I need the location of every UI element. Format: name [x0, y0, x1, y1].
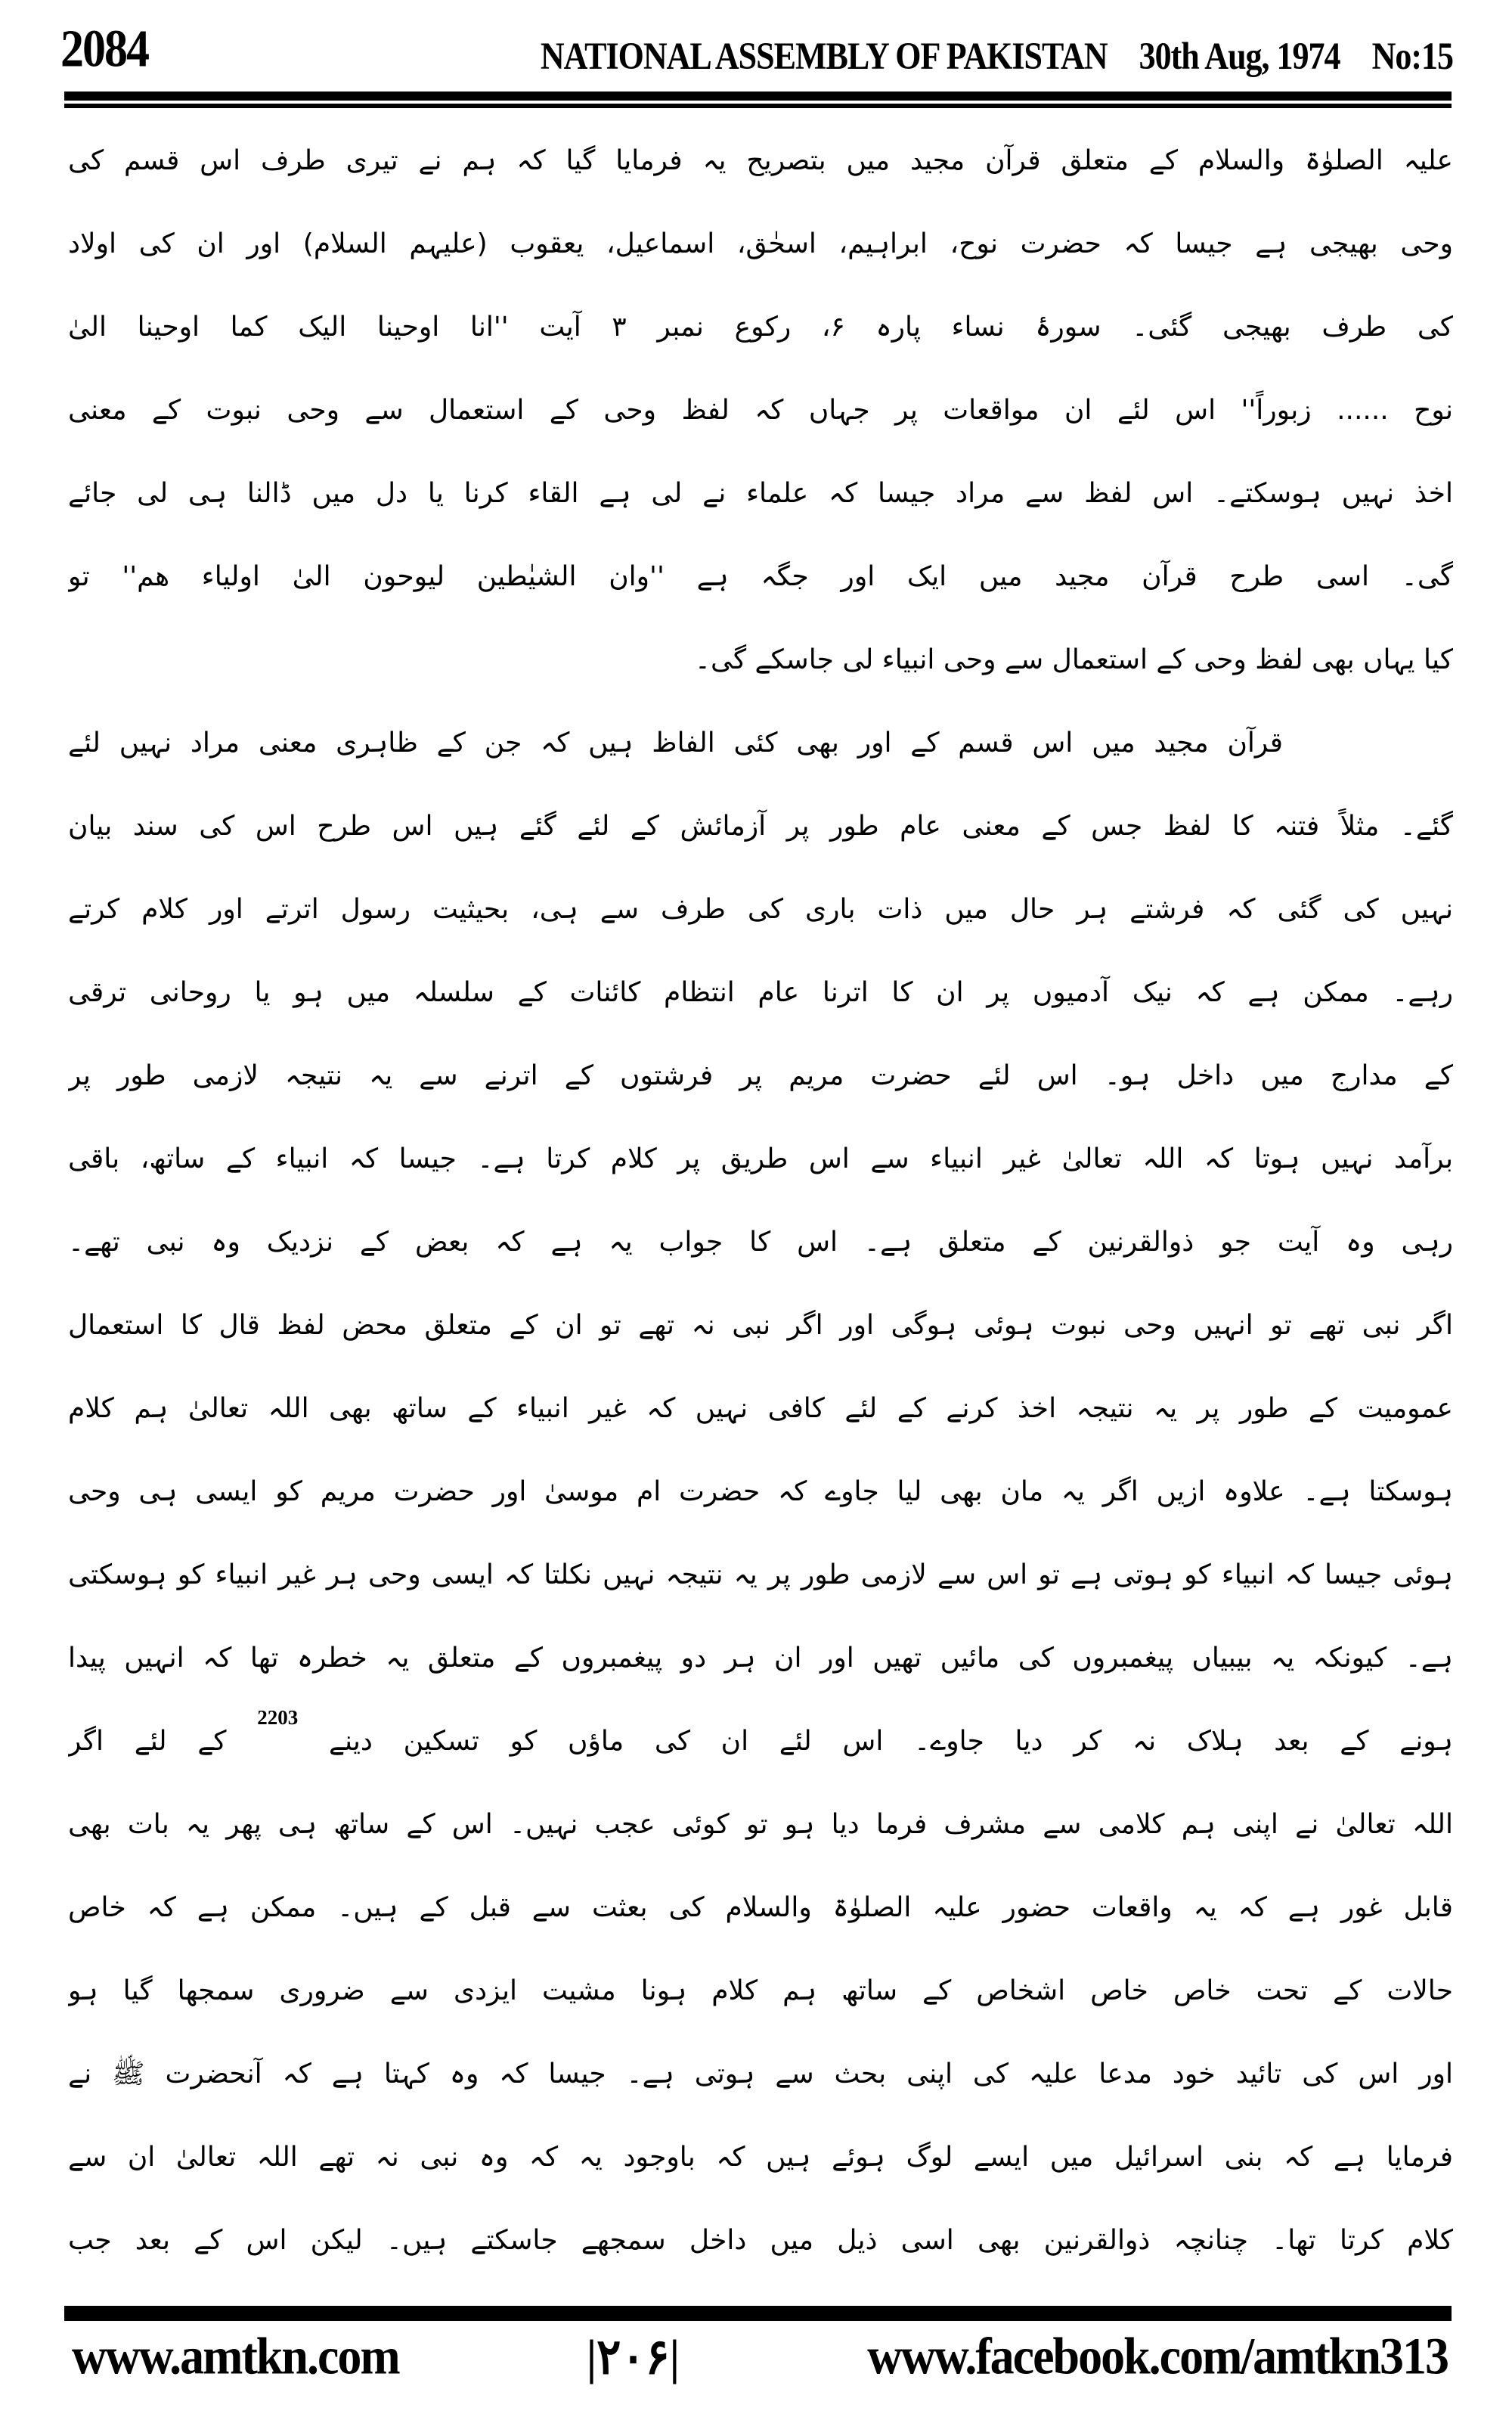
- text-line: نوح ...... زبوراً'' اس لئے ان مواقعات پر جہاں کہ لفظ وحی کے استعمال سے وحی نبوت کے معنی: [68, 395, 1453, 426]
- text-line: کی طرف بھیجی گئی۔ سورۂ نساء پارہ ۶، رکوع نمبر ۳ آیت ''انا اوحینا الیک کما اوحینا الیٰ: [68, 312, 1453, 343]
- page-header: [60, 0, 1453, 79]
- urdu-text-body: [68, 119, 1453, 2282]
- header-date: 30th Aug, 1974: [1139, 34, 1340, 78]
- text-line: برآمد نہیں ہوتا کہ اللہ تعالیٰ غیر انبیاء سے اس طریق پر کلام کرتا ہے۔ جیسا کہ انبیاء کے ساتھ، باقی: [68, 1143, 1453, 1174]
- text-line: علیہ الصلوٰۃ والسلام کے متعلق قرآن مجید میں بتصریح یہ فرمایا گیا کہ ہم نے تیری طرف اس قسم کی: [68, 145, 1453, 176]
- text-line: رہے۔ ممکن ہے کہ نیک آدمیوں پر ان کا اترنا عام انتظام کائنات کے سلسلہ میں ہو یا روحانی ترقی: [68, 977, 1453, 1008]
- text-line: اگر نبی تھے تو انہیں وحی نبوت ہوئی ہوگی اور اگر نبی نہ تھے تو ان کے متعلق محض لفظ قال کا استعمال: [68, 1310, 1453, 1341]
- header-issue-number: No:15: [1371, 34, 1453, 78]
- text-line-paragraph-end: کیا یہاں بھی لفظ وحی کے استعمال سے وحی انبیاء لی جاسکے گی۔: [694, 644, 1453, 675]
- text-line-paragraph-start: قرآن مجید میں اس قسم کے اور بھی کئی الفاظ ہیں کہ جن کے ظاہری معنی مراد نہیں لئے: [68, 728, 1283, 759]
- text-line: قابل غور ہے کہ یہ واقعات حضور علیہ الصلوٰۃ والسلام کی بعثت سے قبل کے ہیں۔ ممکن ہے کہ خاص: [68, 1892, 1453, 1923]
- website-url: www.amtkn.com: [72, 2326, 399, 2385]
- text-line: گئے۔ مثلاً فتنہ کا لفظ جس کے معنی عام طور پر آزمائش کے لئے گئے ہیں اس طرح اس کی سند بیان: [68, 811, 1453, 842]
- text-line: کلام کرتا تھا۔ چنانچہ ذوالقرنین بھی اسی ذیل میں داخل سمجھے جاسکتے ہیں۔ لیکن اس کے بعد جب: [68, 2225, 1453, 2256]
- text-line: رہی وہ آیت جو ذوالقرنین کے متعلق ہے۔ اس کا جواب یہ ہے کہ بعض کے نزدیک وہ نبی تھے۔: [68, 1227, 1453, 1258]
- header-rule-thick: [64, 92, 1452, 101]
- text-line: گی۔ اسی طرح قرآن مجید میں ایک اور جگہ ہے ''وان الشیٰطین لیوحون الیٰ اولیاء ھم'' تو: [68, 561, 1453, 592]
- header-rule-thin: [64, 104, 1452, 108]
- text-line: اور اس کی تائید خود مدعا علیہ کی اپنی بحث سے ہوتی ہے۔ جیسا کہ وہ کہتا ہے کہ آنحضرت ﷺ نے: [68, 2059, 1453, 2090]
- text-line: حالات کے تحت خاص خاص اشخاص کے ساتھ ہم کلام ہونا مشیت ایزدی سے ضروری سمجھا گیا ہو: [68, 1975, 1453, 2006]
- text-line: کے مدارج میں داخل ہو۔ اس لئے حضرت مریم پر فرشتوں کے اترنے سے یہ نتیجہ لازمی طور پر: [68, 1060, 1453, 1091]
- text-line: عمومیت کے طور پر یہ نتیجہ اخذ کرنے کے لئے کافی نہیں کہ غیر انبیاء کے ساتھ بھی اللہ تعالیٰ ہم کلام: [68, 1393, 1453, 1424]
- text-line-with-footnote: [68, 1700, 1453, 1783]
- footer-page-number-urdu: |۲۰۶|: [586, 2330, 680, 2384]
- text-line: اخذ نہیں ہوسکتے۔ اس لفظ سے مراد جیسا کہ علماء نے لی ہے القاء کرنا یا دل میں ڈالنا ہی لی جائے: [68, 478, 1453, 509]
- text-segment: کے لئے اگر: [68, 1726, 258, 1757]
- assembly-title: NATIONAL ASSEMBLY OF PAKISTAN: [540, 34, 1108, 78]
- text-line: ہے۔ کیونکہ یہ بیبیاں پیغمبروں کی مائیں تھیں اور ان ہر دو پیغمبروں کے متعلق یہ خطرہ تھا کہ انہیں پیدا: [68, 1643, 1453, 1674]
- facebook-url: www.facebook.com/amtkn313: [867, 2326, 1448, 2385]
- page-footer: [72, 2328, 1448, 2385]
- header-title-group: [540, 34, 1453, 78]
- text-line: اللہ تعالیٰ نے اپنی ہم کلامی سے مشرف فرما دیا ہو تو کوئی عجب نہیں۔ اس کے ساتھ ہی پھر یہ بات بھی: [68, 1809, 1453, 1840]
- text-line: وحی بھیجی ہے جیسا کہ حضرت نوح، ابراہیم، اسحٰق، اسماعیل، یعقوب (علیہم السلام) اور ان کی اولاد: [68, 228, 1453, 259]
- text-line: فرمایا ہے کہ بنی اسرائیل میں ایسے لوگ ہوئے ہیں کہ باوجود یہ کہ وہ نبی نہ تھے اللہ تعالیٰ ان سے: [68, 2142, 1453, 2173]
- text-line: ہوئی جیسا کہ انبیاء کو ہوتی ہے تو اس سے لازمی طور پر یہ نتیجہ نہیں نکلتا کہ ایسی وحی ہر غیر انبیاء کو ہوسکتی: [68, 1559, 1453, 1590]
- text-line: نہیں کی گئی کہ فرشتے ہر حال میں ذات باری کی طرف سے ہی، بحیثیت رسول اترتے اور کلام کرتے: [68, 894, 1453, 925]
- footer-bar: [64, 2306, 1452, 2321]
- footnote-reference: 2203: [257, 1706, 299, 1729]
- text-line: ہوسکتا ہے۔ علاوہ ازیں اگر یہ مان بھی لیا جاوے کہ حضرت ام موسیٰ اور حضرت مریم کو ایسی ہی وحی: [68, 1476, 1453, 1507]
- page-number: 2084: [60, 20, 148, 79]
- text-segment: ہونے کے بعد ہلاک نہ کر دیا جاوے۔ اس لئے ان کی ماؤں کو تسکین دینے: [298, 1726, 1453, 1757]
